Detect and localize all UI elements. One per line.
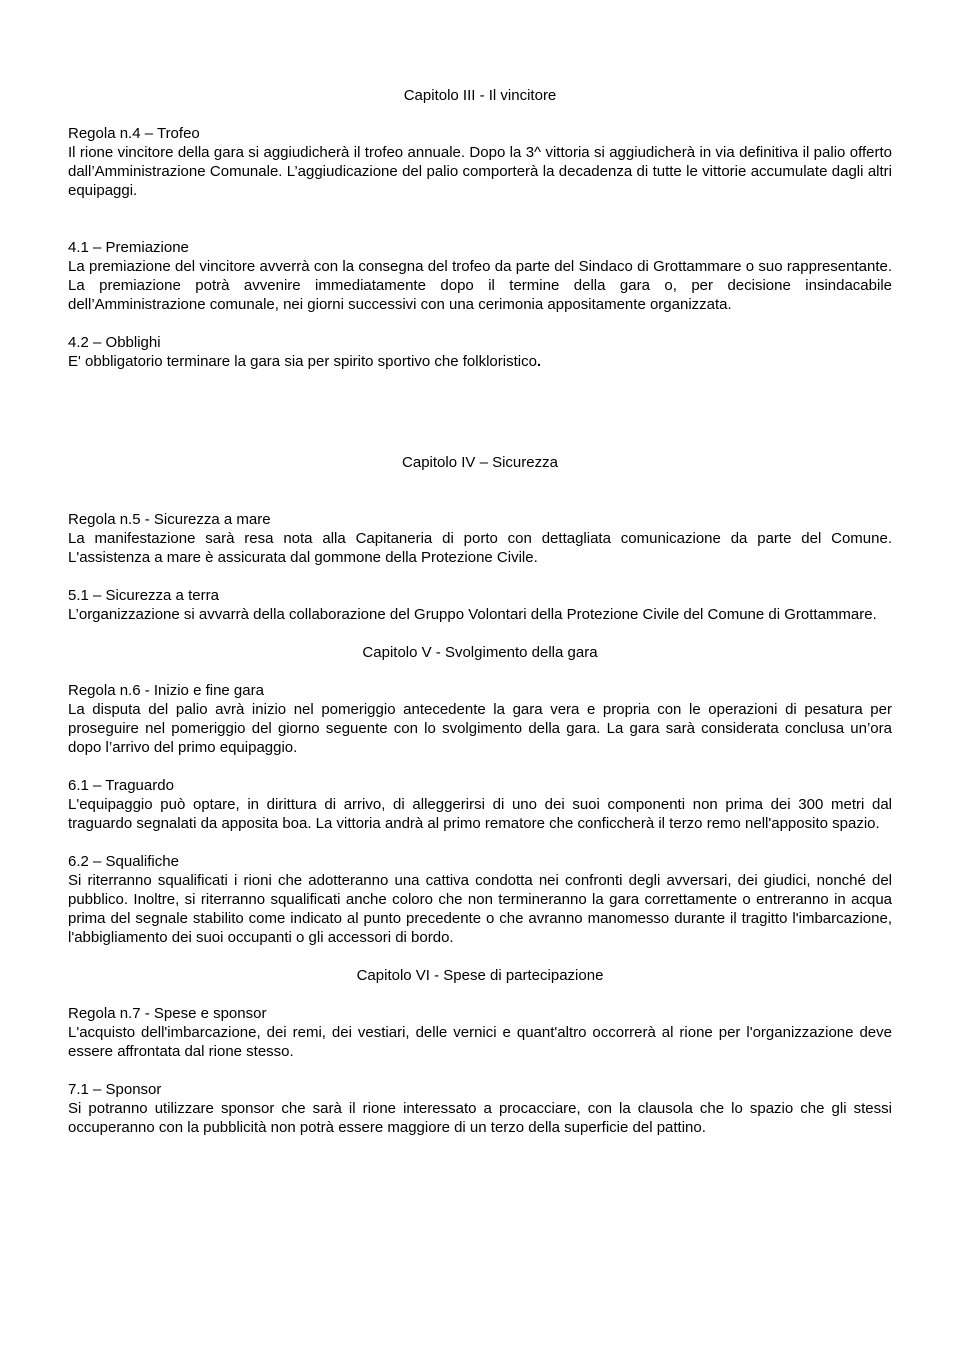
- rule-6-body: La disputa del palio avrà inizio nel pomeriggio antecedente la gara vera e propria con le operazioni di pesatura per proseguire nel pomeriggio del giorno seguente con lo svolgimento della gara. La gara sarà considerata conclusa un’ora dopo l’arrivo del primo equipaggio.: [68, 701, 892, 756]
- section-4-2-body: [68, 352, 892, 371]
- section-5-1-body: L’organizzazione si avvarrà della collaborazione del Gruppo Volontari della Protezione Civile del Comune di Grottammare.: [68, 606, 877, 623]
- chapter-5-title: Capitolo V - Svolgimento della gara: [362, 644, 598, 661]
- rule-5-body: La manifestazione sarà resa nota alla Capitaneria di porto con dettagliata comunicazione da parte del Comune. L'assistenza a mare è assicurata dal gommone della Protezione Civile.: [68, 530, 892, 566]
- section-4-2-bold-period: .: [536, 353, 542, 370]
- section-5-1-heading: 5.1 – Sicurezza a terra: [68, 587, 219, 604]
- section-4-1-heading: 4.1 – Premiazione: [68, 239, 189, 256]
- chapter-3-title: Capitolo III - Il vincitore: [403, 87, 557, 104]
- section-4-1-body: La premiazione del vincitore avverrà con la consegna del trofeo da parte del Sindaco di Grottammare o suo rappresentante. La premiazione potrà avvenire immediatamente dopo il termine della gara o, per decisione insindacabile dell’Amministrazione comunale, nei giorni successivi con una cerimonia appositamente organizzata.: [68, 258, 892, 313]
- section-6-1-body: L'equipaggio può optare, in dirittura di arrivo, di alleggerirsi di uno dei suoi componenti non prima dei 300 metri dal traguardo segnalati da apposita boa. La vittoria andrà al primo rematore che conficcherà il terzo remo nell'apposito spazio.: [68, 796, 892, 832]
- section-7-1-body: Si potranno utilizzare sponsor che sarà il rione interessato a procacciare, con la clausola che lo spazio che gli stessi occuperanno con la pubblicità non potrà essere maggiore di un terzo della superficie del pattino.: [68, 1100, 892, 1136]
- chapter-4-title: Capitolo IV – Sicurezza: [402, 454, 558, 471]
- rule-7-heading: Regola n.7 - Spese e sponsor: [68, 1005, 267, 1022]
- section-6-1-heading: 6.1 – Traguardo: [68, 777, 174, 794]
- rule-4-heading: Regola n.4 – Trofeo: [68, 125, 200, 142]
- section-4-2-heading: 4.2 – Obblighi: [68, 334, 161, 351]
- rule-4-body: Il rione vincitore della gara si aggiudicherà il trofeo annuale. Dopo la 3^ vittoria si aggiudicherà in via definitiva il palio offerto dall’Amministrazione Comunale. L’aggiudicazione del palio comporterà la decadenza di tutte le vittorie accumulate dagli altri equipaggi.: [68, 144, 892, 199]
- section-6-2-heading: 6.2 – Squalifiche: [68, 853, 179, 870]
- rule-7-body: L'acquisto dell'imbarcazione, dei remi, dei vestiari, delle vernici e quant'altro occorrerà al rione per l'organizzazione deve essere affrontata dal rione stesso.: [68, 1024, 892, 1060]
- rule-6-heading: Regola n.6 - Inizio e fine gara: [68, 682, 264, 699]
- section-4-2-body-text: E' obbligatorio terminare la gara sia per spirito sportivo che folkloristico: [68, 353, 537, 370]
- section-7-1-heading: 7.1 – Sponsor: [68, 1081, 162, 1098]
- rule-5-heading: Regola n.5 - Sicurezza a mare: [68, 511, 271, 528]
- chapter-6-title: Capitolo VI - Spese di partecipazione: [356, 967, 604, 984]
- section-6-2-body: Si riterranno squalificati i rioni che adotteranno una cattiva condotta nei confronti degli avversari, dei giudici, nonché del pubblico. Inoltre, si riterranno squalificati anche coloro che non termineranno la gara correttamente o entreranno in acqua prima del segnale stabilito come indicato al punto precedente o che avranno manomesso durante il tragitto l'imbarcazione, l'abbigliamento dei suoi occupanti o gli accessori di bordo.: [68, 872, 892, 946]
